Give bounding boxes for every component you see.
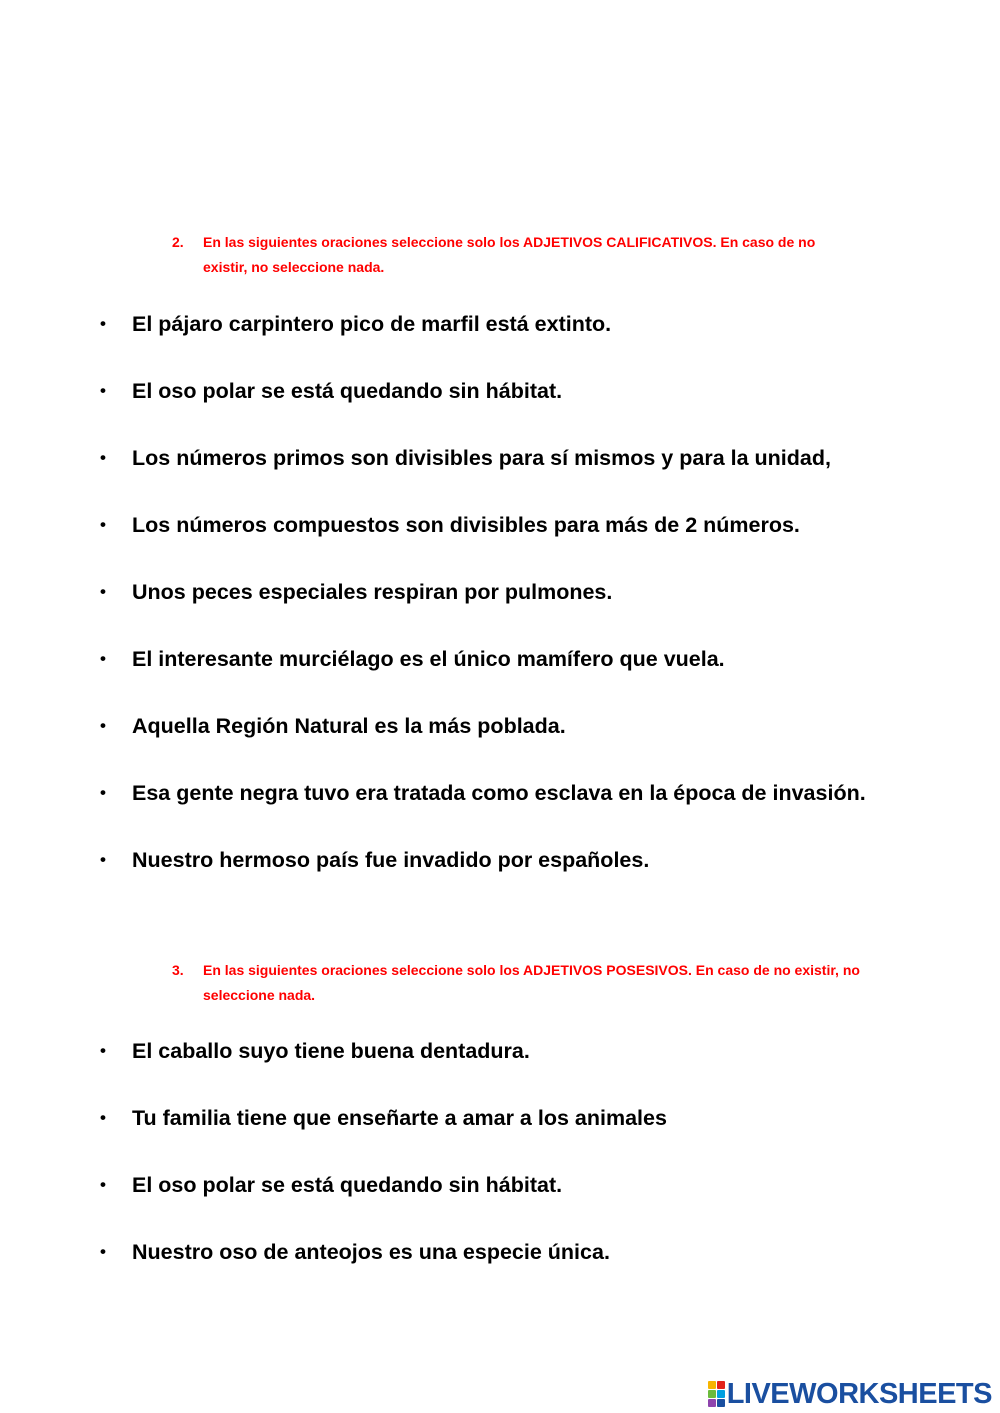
sentence-text[interactable]: El pájaro carpintero pico de marfil está extinto.	[132, 312, 612, 336]
sentence-item[interactable]	[100, 1034, 530, 1068]
sentence-text[interactable]: Nuestro hermoso país fue invadido por españoles.	[132, 848, 650, 872]
sentence-text[interactable]: Los números primos son divisibles para sí mismos y para la unidad,	[132, 446, 831, 470]
bullet-icon: •	[100, 582, 106, 601]
sentence-text[interactable]: El interesante murciélago es el único mamífero que vuela.	[132, 647, 725, 671]
sentence-item[interactable]	[100, 441, 831, 475]
bullet-icon: •	[100, 314, 106, 333]
instruction-number: 3.	[172, 962, 184, 978]
bullet-icon: •	[100, 515, 106, 534]
bullet-icon: •	[100, 1041, 106, 1060]
liveworksheets-logo	[708, 1376, 992, 1412]
bullet-icon: •	[100, 1175, 106, 1194]
sentence-item[interactable]	[100, 1101, 667, 1135]
sentence-item[interactable]	[100, 1235, 610, 1269]
instruction-section-2	[172, 230, 862, 280]
bullet-icon: •	[100, 381, 106, 400]
sentence-item[interactable]	[100, 508, 800, 542]
instruction-text: En las siguientes oraciones seleccione solo los ADJETIVOS CALIFICATIVOS. En caso de no existir, no seleccione nada.	[203, 234, 816, 275]
sentence-text[interactable]: Tu familia tiene que enseñarte a amar a los animales	[132, 1106, 667, 1130]
sentence-item[interactable]	[100, 374, 562, 408]
sentence-item[interactable]	[100, 843, 649, 877]
liveworksheets-logo-icon	[708, 1381, 725, 1407]
sentence-text[interactable]: Los números compuestos son divisibles para más de 2 números.	[132, 513, 800, 537]
bullet-icon: •	[100, 783, 106, 802]
sentence-text[interactable]: El oso polar se está quedando sin hábitat.	[132, 379, 563, 403]
instruction-section-3	[172, 958, 862, 1008]
bullet-icon: •	[100, 649, 106, 668]
liveworksheets-logo-text: LIVEWORKSHEETS	[726, 1377, 992, 1410]
bullet-icon: •	[100, 1242, 106, 1261]
sentence-item[interactable]	[100, 642, 725, 676]
sentence-item[interactable]	[100, 776, 866, 810]
sentence-item[interactable]	[100, 1168, 562, 1202]
sentence-text[interactable]: Esa gente negra tuvo era tratada como esclava en la época de invasión.	[132, 781, 866, 805]
sentence-item[interactable]	[100, 307, 611, 341]
bullet-icon: •	[100, 716, 106, 735]
sentence-text[interactable]: El oso polar se está quedando sin hábitat.	[132, 1173, 563, 1197]
instruction-text: En las siguientes oraciones seleccione solo los ADJETIVOS POSESIVOS. En caso de no existir, no seleccione nada.	[203, 962, 860, 1003]
bullet-icon: •	[100, 448, 106, 467]
sentence-item[interactable]	[100, 709, 566, 743]
bullet-icon: •	[100, 1108, 106, 1127]
bullet-icon: •	[100, 850, 106, 869]
instruction-number: 2.	[172, 234, 184, 250]
sentence-text[interactable]: Unos peces especiales respiran por pulmones.	[132, 580, 613, 604]
sentence-text[interactable]: El caballo suyo tiene buena dentadura.	[132, 1039, 530, 1063]
sentence-item[interactable]	[100, 575, 612, 609]
sentence-text[interactable]: Aquella Región Natural es la más poblada.	[132, 714, 566, 738]
sentence-text[interactable]: Nuestro oso de anteojos es una especie única.	[132, 1240, 610, 1264]
